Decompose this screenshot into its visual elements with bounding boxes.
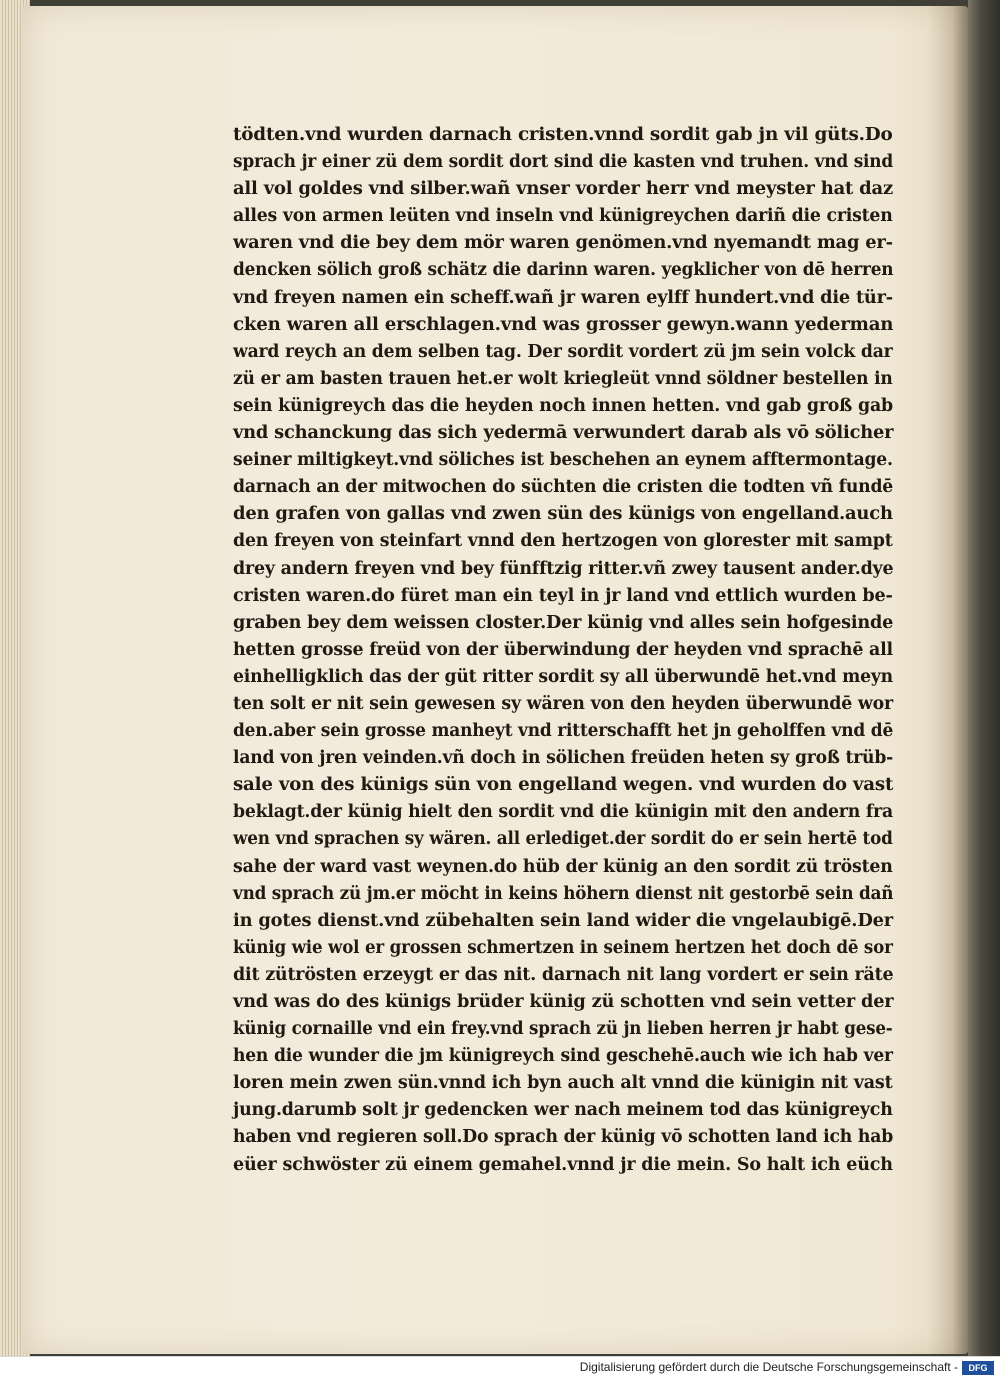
text-line: den grafen von gallas vnd zwen sün des künigs von engelland.auch [233,504,893,525]
text-line: vnd freyen namen ein scheff.wañ jr waren eylff hundert.vnd die tür- [233,287,893,308]
text-line: ten solt er nit sein gewesen sy wären von den heyden überwundē wor [233,693,893,714]
funding-credit: Digitalisierung gefördert durch die Deutsche Forschungsgemeinschaft - [579,1360,958,1374]
text-line: beklagt.der künig hielt den sordit vnd die künigin mit den andern fra [233,802,893,823]
text-line: cken waren all erschlagen.vnd was grosser gewyn.wann yederman [233,314,894,335]
text-line: künig wie wol er grossen schmertzen in seinem hertzen het doch dē sor [233,937,893,958]
body-text [233,122,893,1179]
text-line: jung.darumb solt jr gedencken wer nach meinem tod das künigreych [233,1100,893,1121]
text-line: zü er am basten trauen het.er wolt kriegleüt vnnd söldner bestellen in [233,368,893,389]
text-line: eüer schwöster zü einem gemahel.vnnd jr die mein. So halt ich eüch [233,1154,893,1175]
text-line: den freyen von steinfart vnnd den hertzogen von glorester mit sampt [233,531,893,552]
text-line: dit zütrösten erzeygt er das nit. darnach nit lang vordert er sein räte [233,964,894,985]
book-binding [968,0,1000,1356]
text-line: vnd was do des künigs brüder künig zü schotten vnd sein vetter der [233,992,894,1012]
text-line: waren vnd die bey dem mör waren genömen.vnd nyemandt mag er- [233,233,893,254]
text-line: drey andern freyen vnd bey fünfftzig ritter.vñ zwey tausent ander.dye [233,558,894,579]
text-line: vnd schanckung das sich yedermā verwundert darab als vō sölicher [233,423,894,444]
text-line: sein künigreych das die heyden noch innen hetten. vnd gab groß gab [233,395,893,416]
page-gutter-shadow [928,6,968,1354]
text-line: land von jren veinden.vñ doch in sölichen freüden heten sy groß trüb- [233,748,894,769]
text-line: hen die wunder die jm künigreych sind geschehē.auch wie ich hab ver [233,1046,893,1067]
text-line: den.aber sein grosse manheyt vnd ritterschafft het jn geholffen vnd dē [233,721,894,742]
text-line: darnach an der mitwochen do süchten die cristen die todten vñ fundē [233,477,894,498]
text-line: ward reych an dem selben tag. Der sordit vordert zü jm sein volck dar [233,341,893,362]
text-line: all vol goldes vnd silber.wañ vnser vorder herr vnd meyster hat daz [233,179,893,200]
text-line: hetten grosse freüd von der überwindung der heyden vnd sprachē all [233,639,893,660]
text-line: graben bey dem weissen closter.Der künig vnd alles sein hofgesinde [233,612,894,633]
text-line: sahe der ward vast weynen.do hüb der künig an den sordit zü trösten [233,856,893,877]
text-line: wen vnd sprachen sy wären. all erlediget.der sordit do er sein hertē tod [233,829,893,850]
text-line: haben vnd regieren soll.Do sprach der künig vō schotten land ich hab [233,1127,894,1148]
text-line: loren mein zwen sün.vnnd ich byn auch alt vnnd die künigin nit vast [233,1073,893,1094]
text-line: einhelligklich das der güt ritter sordit sy all überwundē het.vnd meyn [233,666,893,687]
text-line: alles von armen leüten vnd inseln vnd künigreychen dariñ die cristen [233,206,893,227]
text-line: in gotes dienst.vnd zübehalten sein land wider die vngelaubigē.Der [233,910,893,931]
text-line: seiner miltigkeyt.vnd söliches ist beschehen an eynem afftermontage. [233,450,893,471]
text-line: künig cornaille vnd ein frey.vnd sprach zü jn lieben herren jr habt gese- [233,1019,893,1040]
dfg-logo: DFG [962,1361,994,1375]
text-line: dencken sölich groß schätz die darinn waren. yegklicher von dē herren [233,260,894,281]
text-line: vnd sprach zü jm.er möcht in keins höhern dienst nit gestorbē sein dañ [233,883,894,904]
footer-bar [0,1356,1000,1379]
text-line: sprach jr einer zü dem sordit dort sind die kasten vnd truhen. vnd sind [233,152,894,173]
text-line: tödten.vnd wurden darnach cristen.vnnd sordit gab jn vil güts.Do [233,125,893,145]
text-line: cristen waren.do füret man ein teyl in jr land vnd ettlich wurden be- [233,585,893,606]
text-line: sale von des künigs sün von engelland wegen. vnd wurden do vast [233,775,894,796]
